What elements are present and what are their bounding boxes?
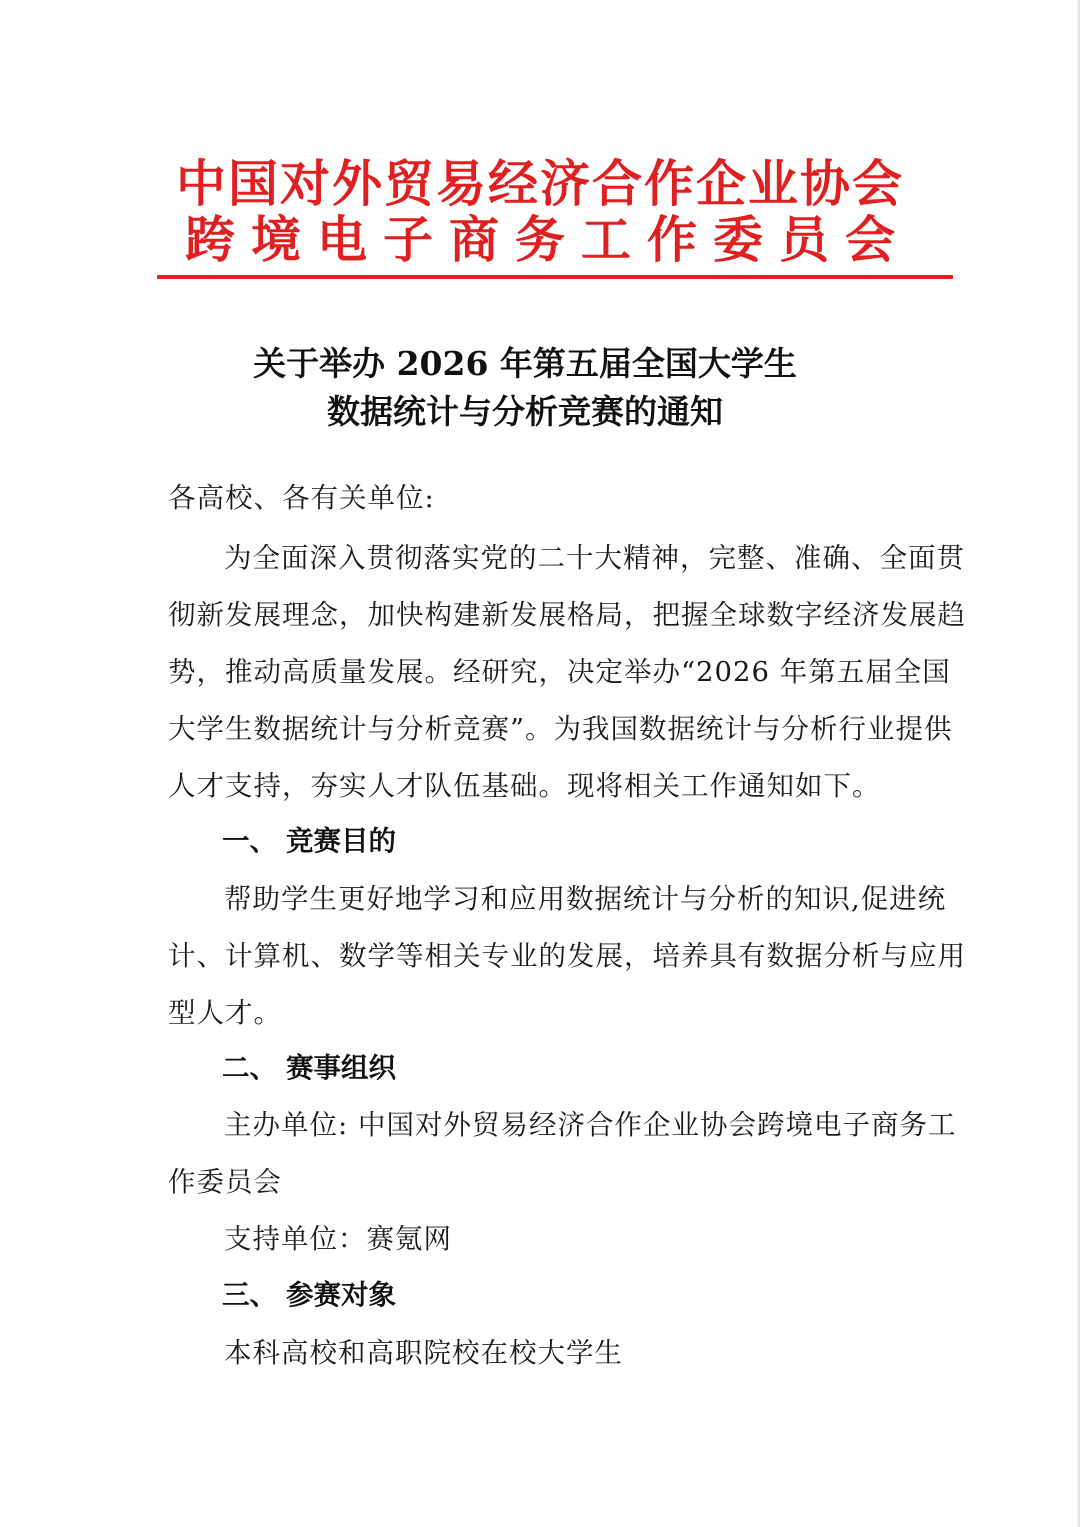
section-number: 二、 [222, 1052, 277, 1084]
salutation: 各高校、各有关单位: [168, 482, 435, 514]
section-heading-purpose [222, 813, 396, 870]
section-number: 三、 [222, 1279, 277, 1311]
section-title: 参赛对象 [286, 1279, 396, 1311]
letterhead-divider [157, 275, 953, 279]
notice-title-line-1: 关于举办 2026 年第五届全国大学生 [253, 344, 797, 383]
intro-line-1: 为全面深入贯彻落实党的二十大精神，完整、准确、全面贯 [224, 542, 965, 574]
section-title: 赛事组织 [286, 1052, 396, 1084]
intro-line-4: 大学生数据统计与分析竞赛”。为我国数据统计与分析行业提供 [168, 713, 953, 745]
participants-line: 本科高校和高职院校在校大学生 [224, 1337, 623, 1369]
letterhead-line-1: 中国对外贸易经济合作企业协会 [176, 155, 904, 213]
notice-title-line-2: 数据统计与分析竞赛的通知 [327, 392, 723, 431]
section-heading-participants [222, 1267, 396, 1324]
letterhead-line-2: 跨境电子商务工作委员会 [185, 211, 911, 269]
intro-line-3: 势，推动高质量发展。经研究，决定举办“2026 年第五届全国 [168, 656, 951, 688]
organizer-line-1: 主办单位: 中国对外贸易经济合作企业协会跨境电子商务工 [224, 1109, 957, 1141]
organizer-line-2: 作委员会 [168, 1166, 282, 1198]
intro-line-5: 人才支持，夯实人才队伍基础。现将相关工作通知如下。 [168, 770, 881, 802]
intro-line-2: 彻新发展理念，加快构建新发展格局，把握全球数字经济发展趋 [168, 599, 966, 631]
purpose-line-2: 计、计算机、数学等相关专业的发展，培养具有数据分析与应用 [168, 940, 966, 972]
section-heading-organization [222, 1040, 396, 1097]
section-number: 一、 [222, 825, 277, 857]
purpose-line-3: 型人才。 [168, 997, 282, 1029]
supporter-line: 支持单位：赛氪网 [224, 1223, 452, 1255]
purpose-line-1: 帮助学生更好地学习和应用数据统计与分析的知识,促进统 [224, 883, 947, 915]
section-title: 竞赛目的 [286, 825, 396, 857]
